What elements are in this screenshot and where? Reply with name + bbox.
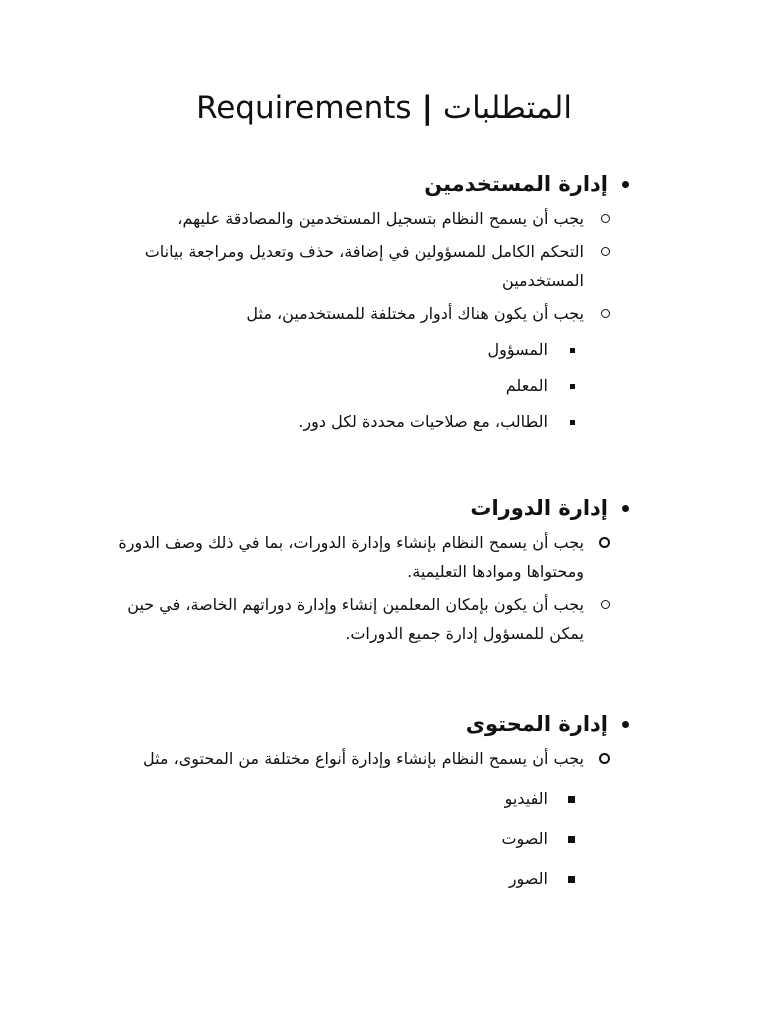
role-item xyxy=(90,372,568,400)
content-type-item xyxy=(90,825,568,853)
section-heading xyxy=(90,168,608,200)
list-item-text: يجب أن يسمح النظام بإنشاء وإدارة أنواع مختلفة من المحتوى، مثل xyxy=(142,749,584,768)
title-separator: | xyxy=(421,90,433,126)
section-user-management xyxy=(90,168,658,436)
page-title xyxy=(0,90,768,126)
roles-list xyxy=(90,336,658,436)
content-type-item xyxy=(90,785,568,813)
list-item xyxy=(90,744,604,773)
square-bullet-icon xyxy=(568,796,575,803)
section-heading-text: إدارة المستخدمين xyxy=(424,172,608,196)
list-item xyxy=(90,590,604,648)
role-text: الطالب، مع صلاحيات محددة لكل دور. xyxy=(298,412,548,431)
circle-bullet-icon xyxy=(601,309,610,318)
section-heading-text: إدارة المحتوى xyxy=(465,712,608,736)
title-arabic: المتطلبات xyxy=(442,90,572,126)
title-english: Requirements xyxy=(196,90,412,126)
circle-bullet-icon xyxy=(601,247,610,256)
section-course-management xyxy=(90,492,658,648)
section-content-management xyxy=(90,708,658,893)
list-item xyxy=(90,204,604,233)
role-text: المسؤول xyxy=(487,340,548,359)
square-bullet-icon xyxy=(568,836,575,843)
circle-bullet-icon xyxy=(601,600,610,609)
content-type-text: الصوت xyxy=(501,829,548,848)
list-item-text: يجب أن يكون هناك أدوار مختلفة للمستخدمين، مثل xyxy=(246,304,584,323)
list-item xyxy=(90,237,604,295)
list-item xyxy=(90,299,604,328)
content-type-text: الصور xyxy=(508,869,548,888)
content-types-list xyxy=(90,785,658,893)
section-heading xyxy=(90,492,608,524)
list-item-text: التحكم الكامل للمسؤولين في إضافة، حذف وتعديل ومراجعة بيانات المستخدمين xyxy=(144,242,584,290)
square-bullet-icon xyxy=(570,348,575,353)
square-bullet-icon xyxy=(568,876,575,883)
section-heading-text: إدارة الدورات xyxy=(470,496,608,520)
bullet-dot-icon xyxy=(622,181,629,188)
requirement-list xyxy=(90,528,658,648)
circle-bullet-icon xyxy=(601,214,610,223)
requirement-list xyxy=(90,744,658,773)
role-text: المعلم xyxy=(505,376,548,395)
square-bullet-icon xyxy=(570,420,575,425)
circle-bullet-icon xyxy=(599,753,610,764)
bullet-dot-icon xyxy=(622,505,629,512)
list-item xyxy=(90,528,604,586)
section-heading xyxy=(90,708,608,740)
requirement-list xyxy=(90,204,658,328)
list-item-text: يجب أن يكون بإمكان المعلمين إنشاء وإدارة دوراتهم الخاصة، في حين يمكن للمسؤول إدارة جميع الدورات. xyxy=(127,595,584,643)
list-item-text: يجب أن يسمح النظام بتسجيل المستخدمين والمصادقة عليهم، xyxy=(177,209,584,228)
content-type-text: الفيديو xyxy=(504,789,548,808)
bullet-dot-icon xyxy=(622,721,629,728)
circle-bullet-icon xyxy=(599,537,610,548)
content-type-item xyxy=(90,865,568,893)
role-item xyxy=(90,336,568,364)
list-item-text: يجب أن يسمح النظام بإنشاء وإدارة الدورات، بما في ذلك وصف الدورة ومحتواها وموادها التعليمية. xyxy=(118,533,584,581)
role-item xyxy=(90,408,568,436)
square-bullet-icon xyxy=(570,384,575,389)
